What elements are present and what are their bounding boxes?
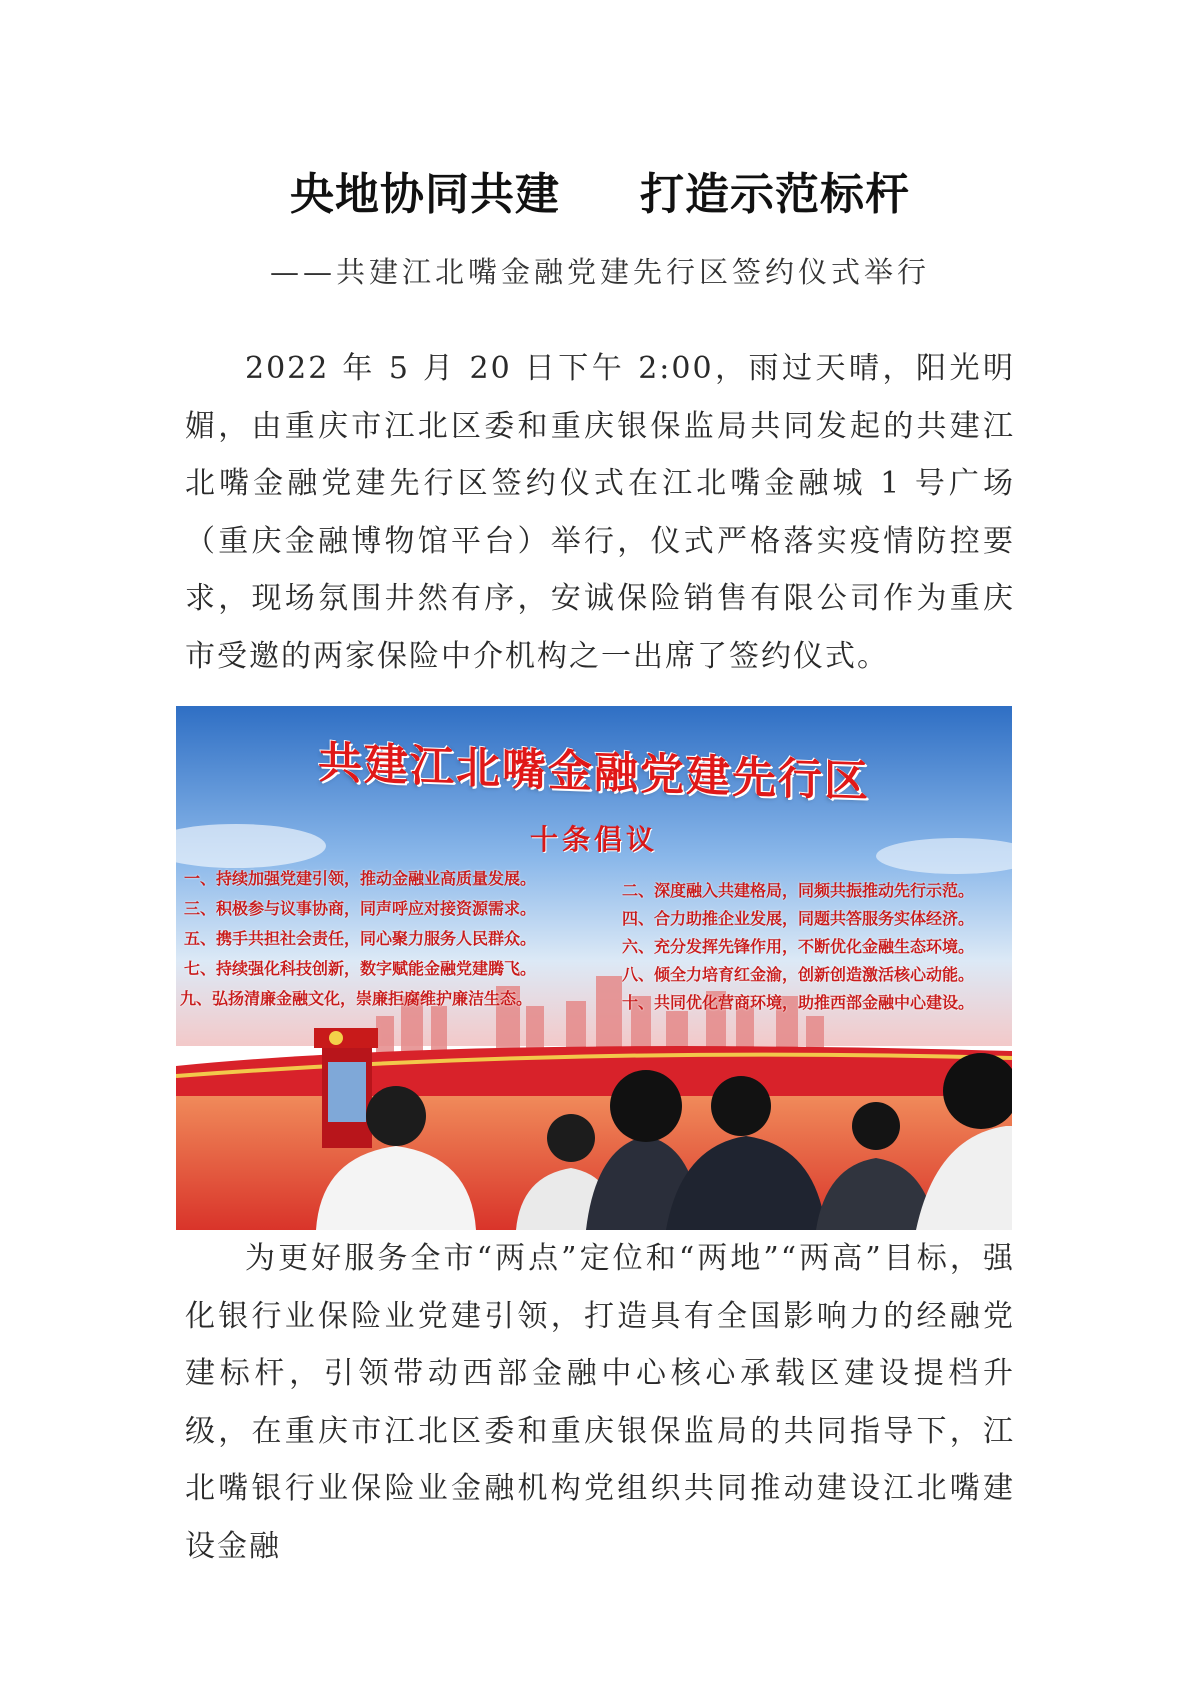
proposal-4: 四、合力助推企业发展，同题共答服务实体经济。 (622, 909, 975, 928)
proposal-7: 七、持续强化科技创新，数字赋能金融党建腾飞。 (184, 959, 537, 978)
board-subtitle: 十条倡议 (529, 823, 658, 856)
proposal-8: 八、倾全力培育红金渝，创新创造激活核心动能。 (622, 965, 975, 984)
proposal-10: 十、共同优化营商环境，助推西部金融中心建设。 (622, 993, 975, 1012)
page-subtitle: ——共建江北嘴金融党建先行区签约仪式举行 (269, 255, 930, 289)
paragraph-2: 为更好服务全市“两点”定位和“两地”“两高”目标，强化银行业保险业党建引领，打造具有全国影响力的经融党建标杆，引领带动西部金融中心核心承载区建设提档升级，在重庆市江北区委和重庆银保监局的共同指导下，江北嘴银行业保险业金融机构党组织共同推动建设江北嘴建设金融 (185, 1241, 1015, 1564)
podium (314, 1028, 378, 1148)
title-left: 央地协同共建 (290, 169, 560, 220)
title-right: 打造示范标杆 (640, 169, 910, 220)
proposal-6: 六、充分发挥先锋作用，不断优化金融生态环境。 (622, 937, 975, 956)
paragraph-1: 2022 年 5 月 20 日下午 2:00，雨过天晴，阳光明媚，由重庆市江北区委和重庆银保监局共同发起的共建江北嘴金融党建先行区签约仪式在江北嘴金融城 1 号广场（重庆金融博物馆平台）举行，仪式严格落实疫情防控要求，现场氛围井然有序，安诚保险销售有限公司作为重庆市受邀的两家保险中介机构之一出席了签约仪式。 (185, 351, 1015, 674)
proposal-3: 三、积极参与议事协商，同声呼应对接资源需求。 (184, 899, 537, 918)
proposal-9: 九、弘扬清廉金融文化，崇廉拒腐维护廉洁生态。 (180, 989, 533, 1008)
event-photo (176, 706, 1012, 1230)
board-title: 共建江北嘴金融党建先行区 (318, 737, 870, 808)
proposal-5: 五、携手共担社会责任，同心聚力服务人民群众。 (184, 929, 537, 948)
proposal-1: 一、持续加强党建引领，推动金融业高质量发展。 (184, 869, 537, 888)
page-title (0, 158, 1200, 222)
proposal-2: 二、深度融入共建格局，同频共振推动先行示范。 (622, 881, 975, 900)
